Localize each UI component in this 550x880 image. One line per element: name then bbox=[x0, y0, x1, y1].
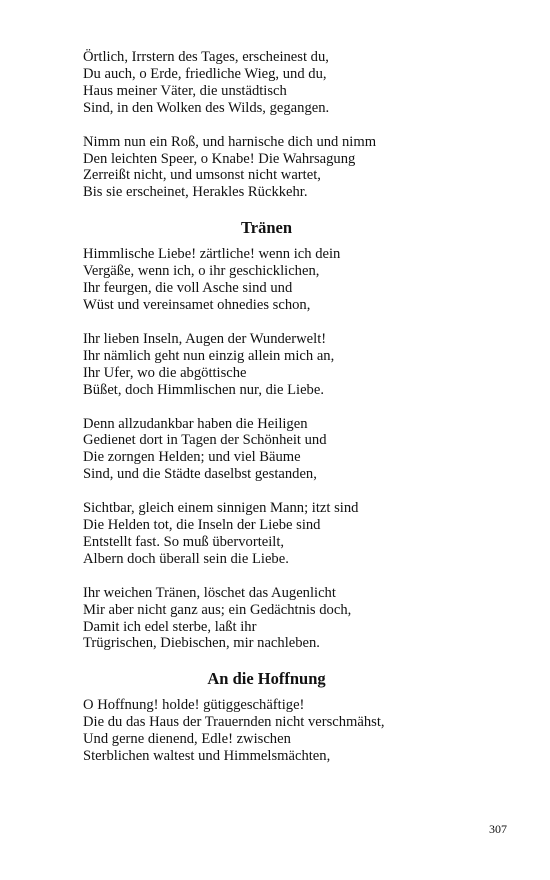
verse-line: Ihr lieben Inseln, Augen der Wunderwelt! bbox=[83, 330, 327, 347]
verse-line: Die zorngen Helden; und viel Bäume bbox=[83, 449, 301, 466]
verse-line: Örtlich, Irrstern des Tages, erscheinest du, bbox=[83, 49, 329, 65]
verse-line: Mir aber nicht ganz aus; ein Gedächtnis doch, bbox=[83, 601, 352, 618]
stanza bbox=[83, 585, 483, 653]
verse-line: Sind, und die Städte daselbst gestanden, bbox=[83, 466, 317, 483]
verse-line: Du auch, o Erde, friedliche Wieg, und du, bbox=[83, 65, 327, 82]
verse-line: Sichtbar, gleich einem sinnigen Mann; itzt sind bbox=[83, 500, 359, 517]
verse-line: Büßet, doch Himmlischen nur, die Liebe. bbox=[83, 381, 324, 398]
verse-line: Denn allzudankbar haben die Heiligen bbox=[83, 415, 308, 432]
verse-line: Wüst und vereinsamet ohnedies schon, bbox=[83, 296, 311, 313]
stanza bbox=[83, 331, 483, 399]
stanza bbox=[83, 246, 483, 314]
verse-line: Ihr nämlich geht nun einzig allein mich an, bbox=[83, 347, 335, 364]
verse-line: Trügrischen, Diebischen, mir nachleben. bbox=[83, 635, 320, 652]
stanza bbox=[83, 416, 483, 484]
verse-line: O Hoffnung! holde! gütiggeschäftige! bbox=[83, 697, 305, 714]
verse-line: Entstellt fast. So muß übervorteilt, bbox=[83, 533, 285, 550]
verse-line: Damit ich edel sterbe, laßt ihr bbox=[83, 618, 257, 635]
verse-line: Die Helden tot, die Inseln der Liebe sind bbox=[83, 517, 321, 534]
verse-line: Ihr Ufer, wo die abgöttische bbox=[83, 364, 247, 381]
poem-an-die-hoffnung bbox=[83, 669, 483, 765]
verse-line: Himmlische Liebe! zärtliche! wenn ich dein bbox=[83, 246, 341, 263]
verse-line: Nimm nun ein Roß, und harnische dich und nimm bbox=[83, 133, 377, 150]
verse-line: Ihr weichen Tränen, löschet das Augenlicht bbox=[83, 584, 336, 601]
poem-continuation bbox=[83, 49, 483, 201]
poem-title: Tränen bbox=[240, 218, 293, 238]
verse-line: Den leichten Speer, o Knabe! Die Wahrsagung bbox=[83, 150, 356, 167]
poem-text-column bbox=[83, 49, 483, 782]
verse-line: Bis sie erscheinet, Herakles Rückkehr. bbox=[83, 184, 308, 201]
verse-line: Albern doch überall sein die Liebe. bbox=[83, 550, 289, 567]
verse-line: Haus meiner Väter, die unstädtisch bbox=[83, 82, 287, 99]
verse-line: Ihr feurgen, die voll Asche sind und bbox=[83, 280, 293, 297]
verse-line: Und gerne dienend, Edle! zwischen bbox=[83, 731, 291, 748]
poem-traenen bbox=[83, 218, 483, 652]
verse-line: Sterblichen waltest und Himmelsmächten, bbox=[83, 748, 331, 765]
verse-line: Gedienet dort in Tagen der Schönheit und bbox=[83, 432, 327, 449]
stanza bbox=[83, 49, 483, 117]
stanza bbox=[83, 697, 483, 765]
verse-line: Sind, in den Wolken des Wilds, gegangen. bbox=[83, 99, 330, 116]
stanza bbox=[83, 500, 483, 568]
stanza bbox=[83, 134, 483, 202]
verse-line: Zerreißt nicht, und umsonst nicht wartet, bbox=[83, 167, 321, 184]
verse-line: Die du das Haus der Trauernden nicht verschmähst, bbox=[83, 714, 385, 731]
page-number: 307 bbox=[489, 822, 507, 836]
poem-title: An die Hoffnung bbox=[207, 669, 326, 689]
verse-line: Vergäße, wenn ich, o ihr geschicklichen, bbox=[83, 263, 320, 280]
